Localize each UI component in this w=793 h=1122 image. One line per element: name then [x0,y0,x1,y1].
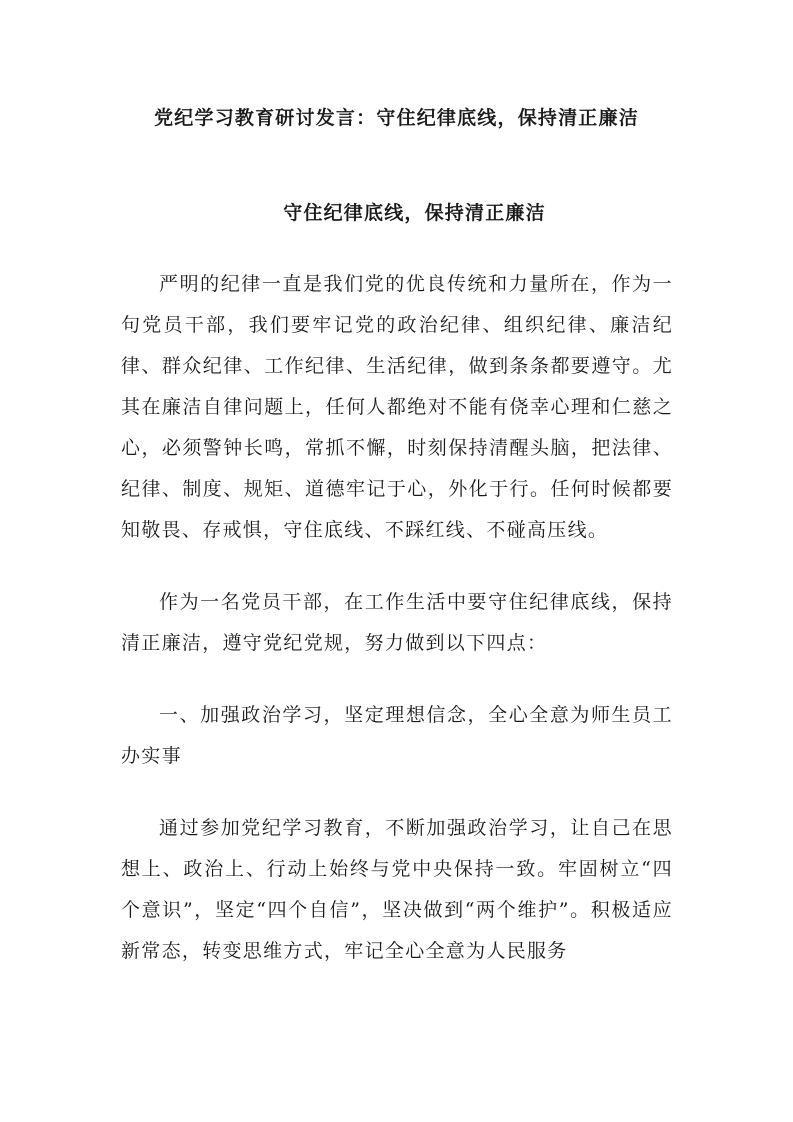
document-body [121,264,673,972]
paragraph-discipline-tradition: 严明的纪律一直是我们党的优良传统和力量所在，作为一句党员干部，我们要牢记党的政治纪律、组织纪律、廉洁纪律、群众纪律、工作纪律、生活纪律，做到条条都要遵守。尤其在廉洁自律问题上，任何人都绝对不能有侥幸心理和仁慈之心，必须警钟长鸣，常抓不懈，时刻保持清醒头脑，把法律、纪律、制度、规矩、道德牢记于心，外化于行。任何时候都要知敬畏、存戒惧，守住底线、不踩红线、不碰高压线。 [121,273,673,541]
section-heading-one: 一、加强政治学习，坚定理想信念，全心全意为师生员工办实事 [121,704,673,767]
paragraph-four-points-intro: 作为一名党员干部，在工作生活中要守住纪律底线，保持清正廉洁，遵守党纪党规，努力做到以下四点： [121,591,673,654]
document-title: 党纪学习教育研讨发言：守住纪律底线，保持清正廉洁 [154,107,639,129]
paragraph-political-study: 通过参加党纪学习教育，不断加强政治学习，让自己在思想上、政治上、行动上始终与党中央保持一致。牢固树立“四个意识”，坚定“四个自信”，坚决做到“两个维护”。积极适应新常态，转变思维方式，牢记全心全意为人民服务 [121,817,673,962]
document-subtitle: 守住纪律底线，保持清正廉洁 [283,202,546,224]
